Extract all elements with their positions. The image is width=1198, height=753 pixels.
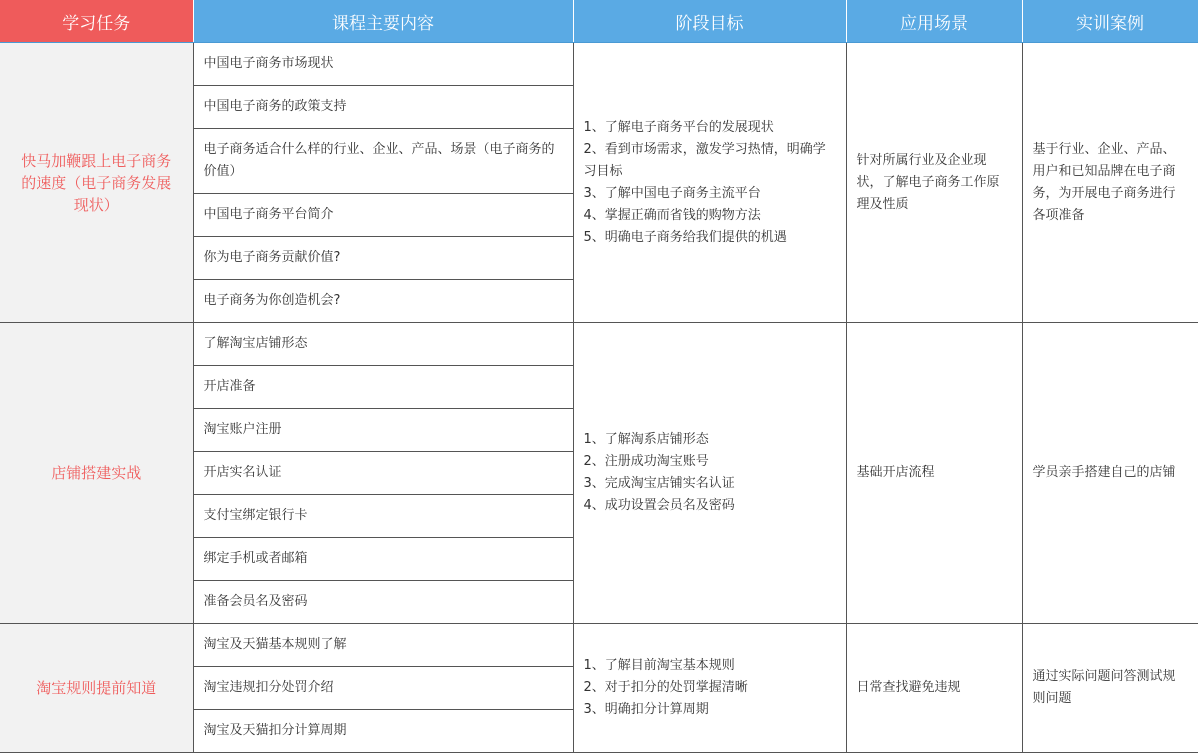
task-cell: 淘宝规则提前知道 [0,624,193,753]
content-cell: 淘宝及天猫扣分计算周期 [193,710,573,753]
content-cell: 支付宝绑定银行卡 [193,495,573,538]
content-cell: 中国电子商务平台简介 [193,194,573,237]
goal-line: 2、对于扣分的处罚掌握清晰 [583,680,748,695]
table-row [0,43,1198,86]
goal-line: 5、明确电子商务给我们提供的机遇 [583,229,787,245]
content-cell: 淘宝及天猫基本规则了解 [193,624,573,667]
content-cell: 了解淘宝店铺形态 [193,323,573,366]
goal-line: 4、成功设置会员名及密码 [583,498,735,513]
goal-line: 3、明确扣分计算周期 [583,702,709,717]
scene-cell: 日常查找避免违规 [846,624,1022,753]
goal-line: 1、了解电子商务平台的发展现状 [583,119,774,135]
content-cell: 中国电子商务的政策支持 [193,86,573,129]
header-row [0,0,1198,43]
goals-cell [573,43,846,323]
header-learning-task: 学习任务 [0,0,193,43]
content-cell: 电子商务为你创造机会? [193,280,573,323]
case-cell: 基于行业、企业、产品、用户和已知品牌在电子商务，为开展电子商务进行各项准备 [1022,43,1198,323]
header-stage-goals: 阶段目标 [573,0,846,43]
goal-line: 1、了解目前淘宝基本规则 [583,658,735,673]
goals-cell [573,323,846,624]
content-cell: 淘宝违规扣分处罚介绍 [193,667,573,710]
header-application-scene: 应用场景 [846,0,1022,43]
table-row [0,624,1198,667]
case-cell: 通过实际问题问答测试规则问题 [1022,624,1198,753]
goal-line: 3、了解中国电子商务主流平台 [583,185,761,201]
content-cell: 你为电子商务贡献价值? [193,237,573,280]
goals-cell [573,624,846,753]
content-cell: 开店实名认证 [193,452,573,495]
content-cell: 淘宝账户注册 [193,409,573,452]
case-cell: 学员亲手搭建自己的店铺 [1022,323,1198,624]
goal-line: 3、完成淘宝店铺实名认证 [583,476,735,491]
content-cell: 电子商务适合什么样的行业、企业、产品、场景（电子商务的价值） [193,129,573,194]
goal-line: 2、看到市场需求，激发学习热情，明确学习目标 [583,141,826,179]
goal-line: 4、掌握正确而省钱的购物方法 [583,207,761,223]
scene-cell: 基础开店流程 [846,323,1022,624]
table-row [0,323,1198,366]
scene-cell: 针对所属行业及企业现状，了解电子商务工作原理及性质 [846,43,1022,323]
content-cell: 绑定手机或者邮箱 [193,538,573,581]
content-cell: 准备会员名及密码 [193,581,573,624]
content-cell: 开店准备 [193,366,573,409]
goal-line: 2、注册成功淘宝账号 [583,454,709,469]
header-training-case: 实训案例 [1022,0,1198,43]
goal-line: 1、了解淘系店铺形态 [583,432,709,447]
task-cell: 店铺搭建实战 [0,323,193,624]
header-course-content: 课程主要内容 [193,0,573,43]
content-cell: 中国电子商务市场现状 [193,43,573,86]
task-cell: 快马加鞭跟上电子商务的速度（电子商务发展现状） [0,43,193,323]
